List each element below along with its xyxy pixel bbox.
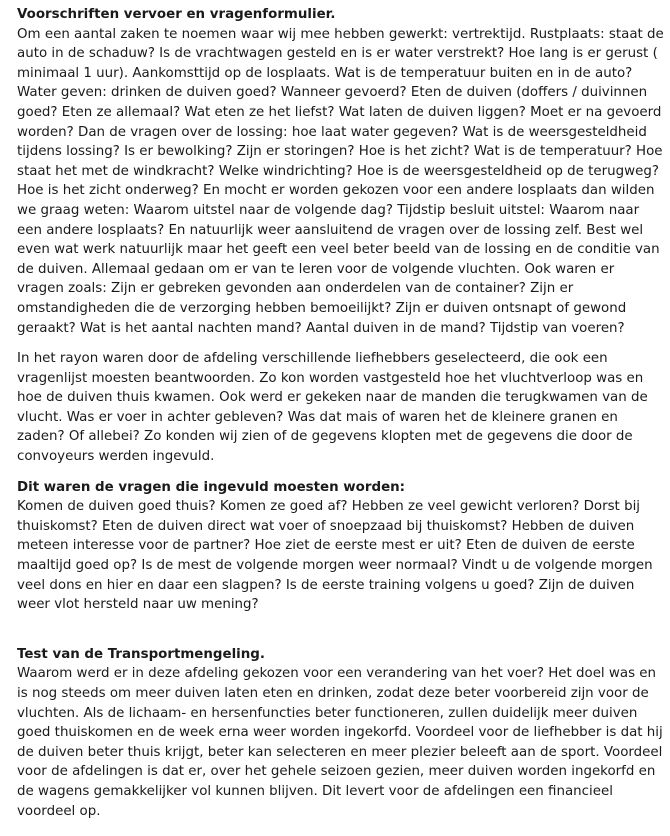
paragraph-rayon: In het rayon waren door de afdeling verschillende liefhebbers geselecteerd, die ook een vragenlijst moesten beantwoorden. Zo kon worden vastgesteld hoe het vluchtverloop was en hoe de duiven thuis kwamen. Ook werd er gekeken naar de manden die terugkwamen van de vlucht. Was er voer in achter gebleven? Was dat mais of waren het de kleinere granen en zaden? Of allebei? Zo konden wij zien of de gegevens klopten met de gegevens die door de convoyeurs werden ingevuld.: [17, 351, 648, 465]
paragraph-spacer: [17, 467, 665, 478]
paragraph-spacer: [17, 338, 665, 349]
section-heading-voorschriften: Voorschriften vervoer en vragenformulier.: [17, 7, 336, 22]
paragraph-spacer: [17, 615, 665, 645]
section-heading-transportmengeling: Test van de Transportmengeling.: [17, 646, 265, 662]
paragraph-vragen-vervoer: Om een aantal zaken te noemen waar wij mee hebben gewerkt: vertrektijd. Rustplaats: staat de auto in de schaduw? Is de vrachtwagen gesteld en is er water verstrekt? Hoe lang is er gerust ( minimaal 1 uur). Aankomsttijd op de losplaats. Wat is de temperatuur buiten en in de auto? Water geven: drinken de duiven goed? Wanneer gevoerd? Eten de duiven (doffers / duivinnen goed? Eten ze allemaal? Wat eten ze het liefst? Wat laten de duiven liggen? Moet er na gevoerd worden? Dan de vragen over de lossing: hoe laat water gegeven? Wat is de weersgesteldheid tijdens lossing? Is er bewolking? Zijn er storingen? Hoe is het zicht? Wat is de temperatuur? Hoe staat het met de windkracht? Welke windrichting? Hoe is de weersgesteldheid op de terugweg? Hoe is het zicht onderweg? En mocht er worden gekozen voor een andere losplaats dan wilden we graag weten: Waarom uitstel naar de volgende dag? Tijdstip besluit uitstel: Waarom naar een andere losplaats? En natuurlijk weer aansluitend de vragen over de lossing zelf. Best wel even wat werk natuurlijk maar het geeft een veel beter beeld van de lossing en de conditie van de duiven. Allemaal gedaan om er van te leren voor de volgende vluchten. Ook waren er vragen zoals: Zijn er gebreken gevonden aan onderdelen van de container? Zijn er omstandigheden die de verzorging hebben bemoeilijkt? Zijn er duiven ontsnapt of gewond geraakt? Wat is het aantal nachten mand? Aantal duiven in de mand? Tijdstip van voeren?: [17, 26, 664, 336]
document-page: [17, 5, 665, 821]
section-heading-vragen: Dit waren de vragen die ingevuld moesten worden:: [17, 479, 406, 495]
paragraph-vragenlijst: Komen de duiven goed thuis? Komen ze goed af? Hebben ze veel gewicht verloren? Dorst bij thuiskomst? Eten de duiven direct wat voer of snoepzaad bij thuiskomst? Hebben de duiven meteen interesse voor de partner? Hoe ziet de eerste mest er uit? Eten de duiven de eerste maaltijd goed op? Is de mest de volgende morgen weer normaal? Vindt u de volgende morgen veel dons en hier en daar een slagpen? Is de eerste training volgens u goed? Zijn de duiven weer vlot hersteld naar uw mening?: [17, 499, 653, 613]
paragraph-transportmengeling: Waarom werd er in deze afdeling gekozen voor een verandering van het voer? Het doel was en is nog steeds om meer duiven laten eten en drinken, zodat deze beter voorbereid zijn voor de vluchten. Als de lichaam- en hersenfuncties beter functioneren, zullen duidelijk meer duiven goed thuiskomen en de week erna weer worden ingekorfd. Voordeel voor de liefhebber is dat hij de duiven beter thuis krijgt, beter kan selecteren en meer plezier beleeft aan de sport. Voordeel voor de afdelingen is dat er, over het gehele seizoen gezien, meer duiven worden ingekorfd en de wagens gemakkelijker vol kunnen blijven. Dit levert voor de afdelingen een financieel voordeel op.: [17, 666, 663, 819]
